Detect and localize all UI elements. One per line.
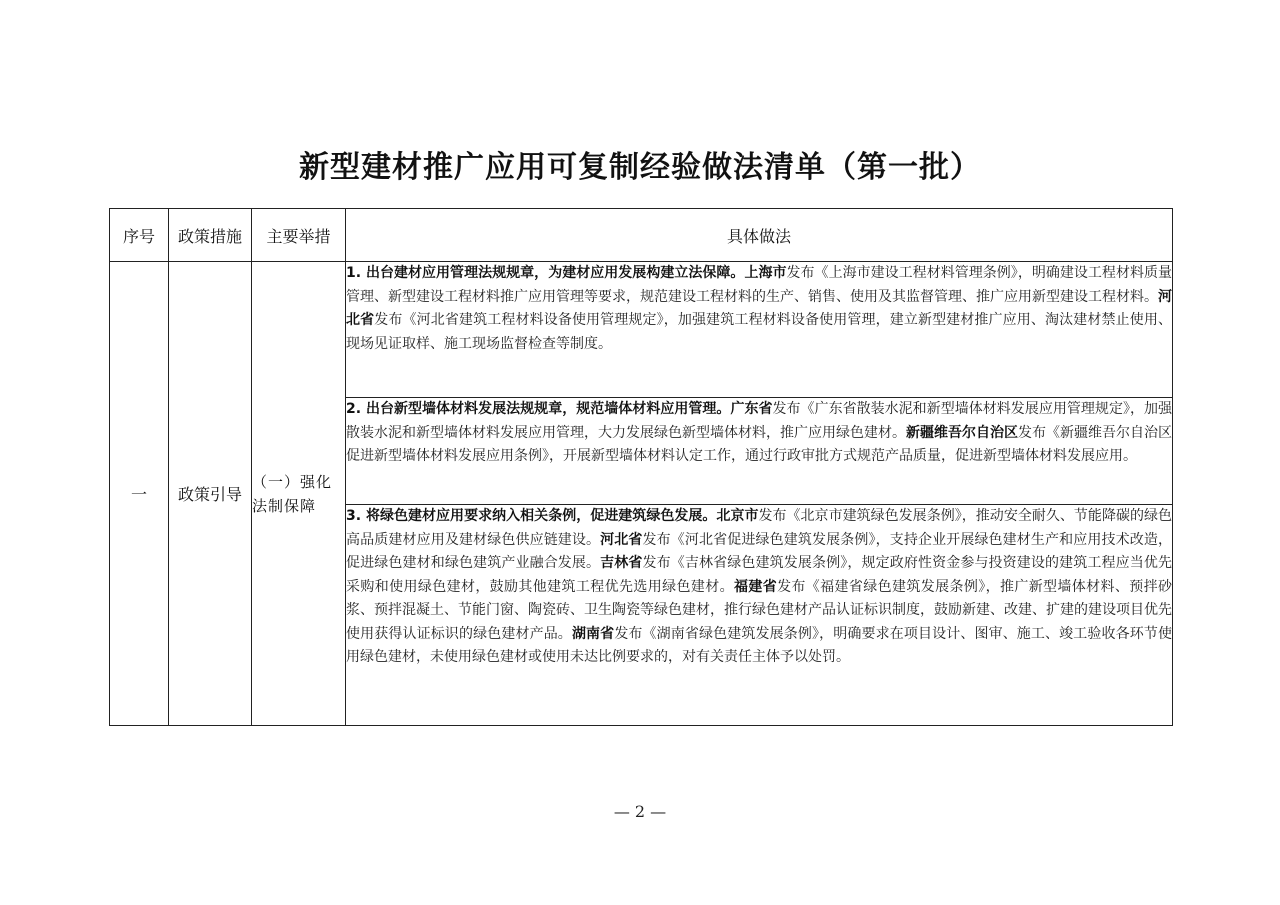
detail-text: 发布《吉林省绿色建筑发展条例》，规定政府性资金参与投资建设的建筑工程应当优先采购和使用绿色建材，鼓励其他建筑工程优先选用绿色建材。 xyxy=(346,555,1173,595)
group-index-cell: 一 xyxy=(110,262,169,726)
detail-text: 发布《湖南省绿色建筑发展条例》，明确要求在项目设计、图审、施工、竣工验收各环节使用绿色建材，未使用绿色建材或使用未达比例要求的，对有关责任主体予以处罚。 xyxy=(346,625,1173,665)
region-label: 河北省 xyxy=(346,288,1172,328)
detail-cell-2 xyxy=(346,398,1173,505)
detail-cell-3 xyxy=(346,505,1173,726)
detail-text: 发布《广东省散装水泥和新型墙体材料发展应用管理规定》，加强散装水泥和新型墙体材料发展应用管理，大力发展绿色新型墙体材料，推广应用绿色建材。 xyxy=(346,401,1173,441)
detail-heading: 3. 将绿色建材应用要求纳入相关条例，促进建筑绿色发展。 xyxy=(346,508,717,524)
header-policy: 政策措施 xyxy=(169,209,252,262)
region-label: 上海市 xyxy=(744,265,787,281)
detail-text: 发布《上海市建设工程材料管理条例》，明确建设工程材料质量管理、新型建设工程材料推广应用管理等要求，规范建设工程材料的生产、销售、使用及其监督管理、推广应用新型建设工程材料。 xyxy=(346,265,1173,305)
region-label: 福建省 xyxy=(733,578,778,595)
group-policy-cell: 政策引导 xyxy=(169,262,252,726)
page-title: 新型建材推广应用可复制经验做法清单（第一批） xyxy=(299,150,981,185)
detail-text: 发布《河北省建筑工程材料设备使用管理规定》，加强建筑工程材料设备使用管理，建立新型建材推广应用、淘汰建材禁止使用、现场见证取样、施工现场监督检查等制度。 xyxy=(346,312,1173,352)
detail-heading: 2. 出台新型墙体材料发展法规规章，规范墙体材料应用管理。 xyxy=(346,401,731,417)
header-index: 序号 xyxy=(110,209,169,262)
header-detail: 具体做法 xyxy=(346,209,1173,262)
policy-table xyxy=(109,208,1173,726)
detail-text: 发布《北京市建筑绿色发展条例》，推动安全耐久、节能降碳的绿色高品质建材应用及建材绿色供应链建设。 xyxy=(346,508,1173,548)
detail-cell-1 xyxy=(346,262,1173,398)
detail-text: 发布《福建省绿色建筑发展条例》，推广新型墙体材料、预拌砂浆、预拌混凝土、节能门窗、陶瓷砖、卫生陶瓷等绿色建材，推行绿色建材产品认证标识制度，鼓励新建、改建、扩建的建设项目优先使用获得认证标识的绿色建材产品。 xyxy=(346,578,1173,642)
region-label: 湖南省 xyxy=(571,625,615,642)
header-measure: 主要举措 xyxy=(252,209,346,262)
table-row xyxy=(110,262,1173,398)
region-label: 吉林省 xyxy=(600,555,643,571)
detail-text: 发布《新疆维吾尔自治区促进新型墙体材料发展应用条例》，开展新型墙体材料认定工作，通过行政审批方式规范产品质量，促进新型墙体材料发展应用。 xyxy=(346,424,1172,464)
detail-heading: 1. 出台建材应用管理法规规章，为建材应用发展构建立法保障。 xyxy=(346,265,745,281)
region-label: 北京市 xyxy=(716,508,759,524)
table-header-row xyxy=(110,209,1173,262)
detail-text: 发布《河北省促进绿色建筑发展条例》，支持企业开展绿色建材生产和应用技术改造，促进绿色建材和绿色建筑产业融合发展。 xyxy=(346,531,1173,571)
region-label: 河北省 xyxy=(600,531,643,548)
page-number: — 2 — xyxy=(613,802,667,821)
region-label: 广东省 xyxy=(730,401,773,417)
group-measure-cell: （一）强化法制保障 xyxy=(252,262,346,726)
region-label: 新疆维吾尔自治区 xyxy=(906,424,1018,441)
